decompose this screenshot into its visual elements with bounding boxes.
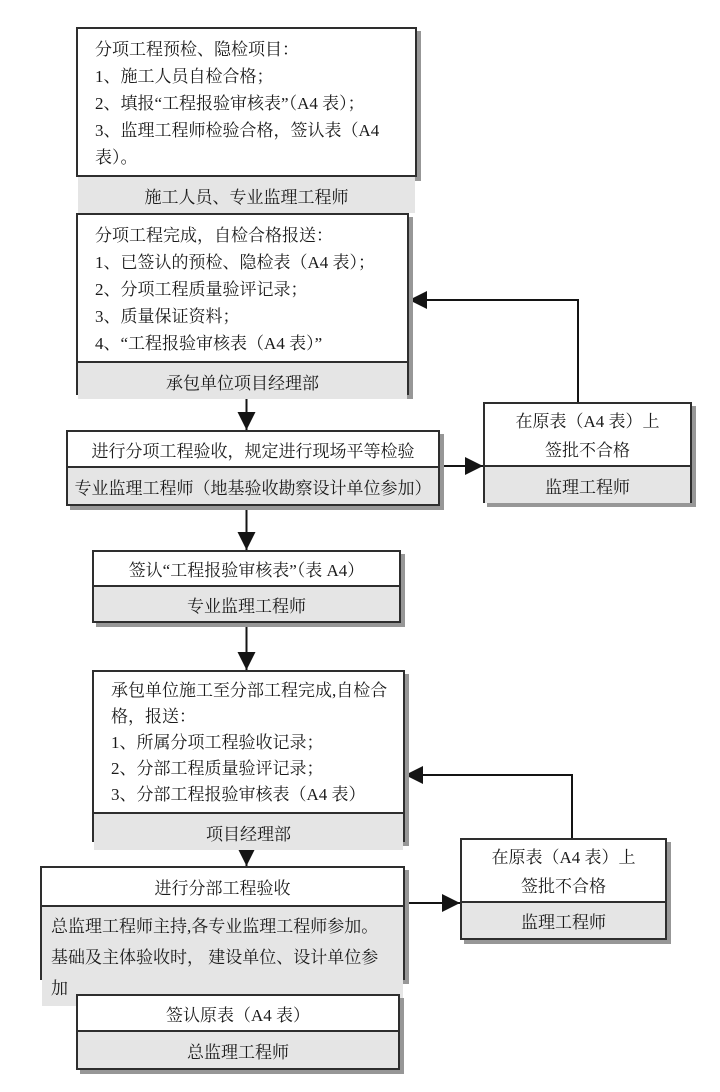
step-sign-original (76, 994, 400, 1070)
step-subdivision-acceptance-title: 进行分部工程验收 (42, 868, 403, 907)
text-line: 在原表（A4 表）上 (491, 848, 636, 867)
step-reject-subdivision-body (462, 840, 665, 901)
step-subitem-report-body (78, 215, 407, 361)
step-subdivision-report-owner: 项目经理部 (94, 812, 403, 850)
text-line: 3、监理工程师检验合格，签认表（A4 表）。 (95, 121, 380, 167)
text-line: 分项工程预检、隐检项目： (95, 40, 299, 59)
text-line: 2、分部工程质量验评记录； (111, 759, 324, 778)
step-reject-subitem-owner: 监理工程师 (485, 465, 690, 503)
text-line: 签批不合格 (521, 877, 606, 896)
step-sign-review-form-title: 签认“工程报验审核表”（表 A4） (128, 561, 365, 580)
step-precheck-owner: 施工人员、专业监理工程师 (78, 175, 415, 213)
step-reject-subitem-body (485, 404, 690, 465)
text-line: 1、已签认的预检、隐检表（A4 表）； (95, 253, 376, 272)
step-subdivision-report-body (94, 672, 403, 812)
text-line: 2、填报“工程报验审核表”（A4 表）； (95, 94, 365, 113)
step-subitem-report (76, 213, 409, 395)
arrow-reject-subdivision-back-to-report (405, 775, 572, 838)
step-sign-review-form (92, 550, 401, 623)
text-line: 签批不合格 (545, 441, 630, 460)
step-subitem-acceptance-title: 进行分项工程验收，规定进行现场平等检验 (91, 441, 415, 461)
text-line: 分项工程完成，自检合格报送： (95, 226, 333, 245)
text-line: 3、质量保证资料； (95, 307, 240, 326)
text-line: 1、所属分项工程验收记录； (111, 733, 324, 752)
text-line: 在原表（A4 表）上 (515, 412, 660, 431)
text-line: 4、“工程报验审核表（A4 表）” (95, 334, 323, 353)
text-line: 1、施工人员自检合格； (95, 67, 274, 86)
step-reject-subdivision (460, 838, 667, 940)
step-subitem-acceptance-owner: 专业监理工程师（地基验收勘察设计单位参加） (68, 466, 438, 504)
step-sign-original-owner: 总监理工程师 (78, 1030, 398, 1068)
step-sign-review-form-owner: 专业监理工程师 (94, 585, 399, 621)
text-line: 承包单位施工至分部工程完成,自检合格，报送： (111, 681, 388, 726)
step-precheck (76, 27, 417, 207)
step-sign-original-title: 签认原表（A4 表） (165, 1005, 311, 1025)
step-reject-subitem (483, 402, 692, 503)
step-subitem-report-owner: 承包单位项目经理部 (78, 361, 407, 399)
text-line: 3、分部工程报验审核表（A4 表） (111, 785, 366, 804)
step-subdivision-report (92, 670, 405, 842)
step-precheck-body (78, 29, 415, 175)
step-reject-subdivision-owner: 监理工程师 (462, 901, 665, 938)
step-subdivision-acceptance-note: 总监理工程师主持,各专业监理工程师参加。基础及主体验收时， 建设单位、设计单位参加 (42, 907, 403, 1006)
text-line: 2、分项工程质量验评记录； (95, 280, 308, 299)
arrow-reject-subitem-back-to-report (409, 300, 578, 402)
step-subdivision-acceptance (40, 866, 405, 998)
step-subitem-acceptance (66, 430, 440, 506)
